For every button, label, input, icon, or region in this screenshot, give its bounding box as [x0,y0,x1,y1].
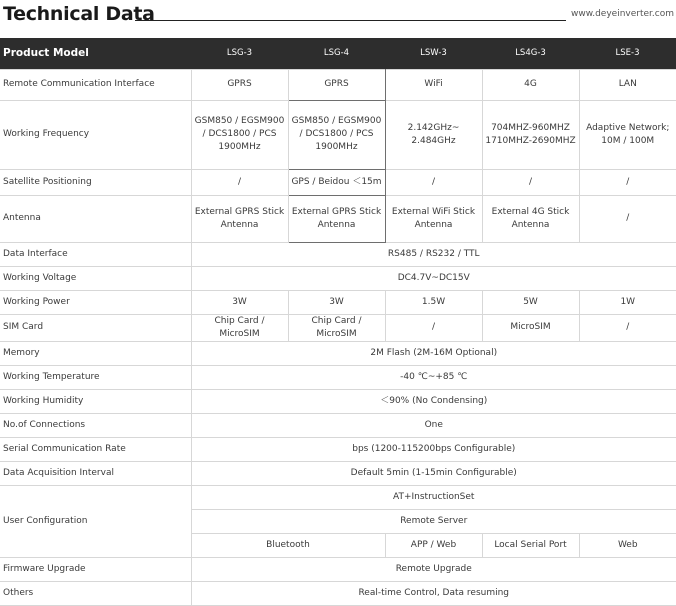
table-cell: 5W [482,290,579,314]
table-cell: Local Serial Port [482,533,579,557]
table-cell: Chip Card / MicroSIM [288,314,385,341]
spec-table [0,38,676,606]
table-cell: External GPRS Stick Antenna [288,195,385,242]
table-cell: 3W [288,290,385,314]
title-divider [135,20,566,21]
header-row [0,38,676,69]
table-row [0,365,676,389]
table-cell: GSM850 / EGSM900 / DCS1800 / PCS 1900MHz [191,100,288,169]
table-row [0,557,676,581]
table-cell: Remote Server [191,509,676,533]
header-model: LS4G-3 [482,38,579,69]
table-cell: 2.142GHz~ 2.484GHz [385,100,482,169]
table-row [0,314,676,341]
table-cell: MicroSIM [482,314,579,341]
row-label: Working Voltage [0,266,191,290]
header-model: LSW-3 [385,38,482,69]
row-label: No.of Connections [0,413,191,437]
table-row [0,341,676,365]
row-label: Memory [0,341,191,365]
table-cell: WiFi [385,69,482,100]
table-cell: 1W [579,290,676,314]
table-cell: / [579,195,676,242]
table-cell: APP / Web [385,533,482,557]
table-cell: GSM850 / EGSM900 / DCS1800 / PCS 1900MHz [288,100,385,169]
table-cell: -40 ℃~+85 ℃ [191,365,676,389]
row-label: Antenna [0,195,191,242]
table-row [0,100,676,169]
table-cell: GPRS [191,69,288,100]
row-label: Firmware Upgrade [0,557,191,581]
table-cell: 4G [482,69,579,100]
table-cell: / [579,169,676,195]
table-cell: 704MHZ-960MHZ 1710MHZ-2690MHZ [482,100,579,169]
table-cell: External 4G Stick Antenna [482,195,579,242]
table-row [0,266,676,290]
row-label: Satellite Positioning [0,169,191,195]
table-cell: / [385,169,482,195]
table-cell: Bluetooth [191,533,385,557]
table-cell: Remote Upgrade [191,557,676,581]
table-cell: ＜90% (No Condensing) [191,389,676,413]
page-title: Technical Data [3,3,155,25]
table-cell: GPS / Beidou ＜15m [288,169,385,195]
row-label: Working Humidity [0,389,191,413]
row-label: Data Acquisition Interval [0,461,191,485]
table-cell: / [191,169,288,195]
table-cell: External WiFi Stick Antenna [385,195,482,242]
row-label: Working Temperature [0,365,191,389]
table-row [0,413,676,437]
table-cell: AT+InstructionSet [191,485,676,509]
table-row [0,485,676,509]
table-cell: Adaptive Network; 10M / 100M [579,100,676,169]
table-cell: Web [579,533,676,557]
row-label: Serial Communication Rate [0,437,191,461]
header-model: LSG-4 [288,38,385,69]
row-label: Data Interface [0,242,191,266]
table-cell: LAN [579,69,676,100]
table-row [0,461,676,485]
table-cell: Real-time Control, Data resuming [191,581,676,605]
header-model: LSG-3 [191,38,288,69]
table-cell: One [191,413,676,437]
header-model: LSE-3 [579,38,676,69]
table-row [0,242,676,266]
table-row [0,290,676,314]
table-cell: 3W [191,290,288,314]
row-label: SIM Card [0,314,191,341]
table-cell: / [385,314,482,341]
row-label: Working Frequency [0,100,191,169]
table-row [0,69,676,100]
table-row [0,169,676,195]
website-url: www.deyeinverter.com [570,9,674,19]
table-cell: RS485 / RS232 / TTL [191,242,676,266]
table-row [0,437,676,461]
row-label: Working Power [0,290,191,314]
table-cell: GPRS [288,69,385,100]
table-row [0,195,676,242]
table-cell: 1.5W [385,290,482,314]
table-cell: Chip Card / MicroSIM [191,314,288,341]
table-cell: DC4.7V~DC15V [191,266,676,290]
table-cell: bps (1200-115200bps Configurable) [191,437,676,461]
title-bar [0,0,676,38]
table-row [0,389,676,413]
table-cell: Default 5min (1-15min Configurable) [191,461,676,485]
row-label: Others [0,581,191,605]
table-cell: / [579,314,676,341]
row-label: Remote Communication Interface [0,69,191,100]
table-cell: / [482,169,579,195]
table-cell: 2M Flash (2M-16M Optional) [191,341,676,365]
table-row [0,581,676,605]
row-label: User Configuration [0,485,191,557]
header-product-model: Product Model [0,38,191,69]
table-cell: External GPRS Stick Antenna [191,195,288,242]
